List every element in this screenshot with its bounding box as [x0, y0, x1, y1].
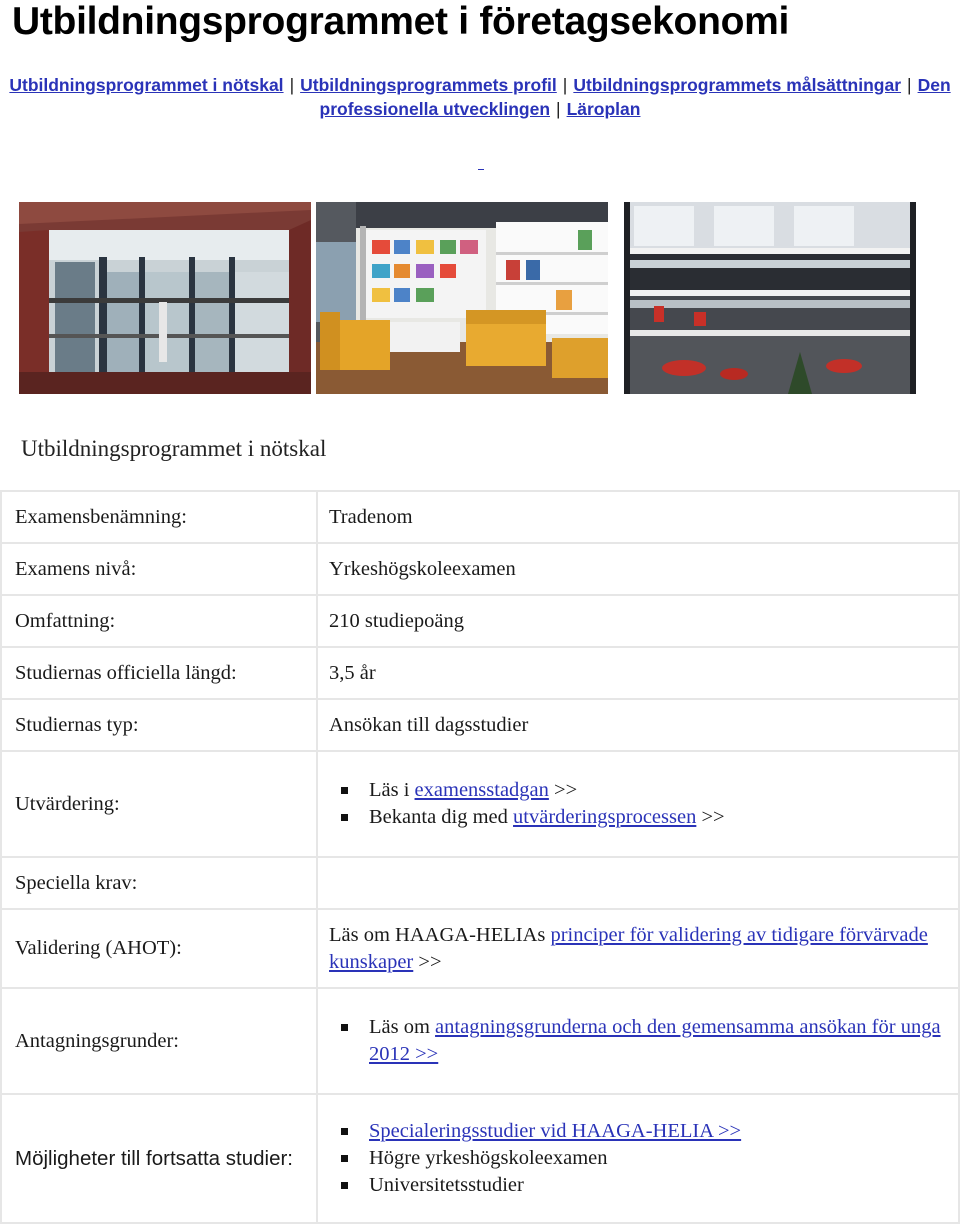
table-row [1, 857, 959, 909]
antagningsgrunder-link[interactable]: antagningsgrunderna och den gemensamma ansökan för unga 2012 >> [369, 1016, 941, 1065]
table-row [1, 543, 959, 595]
label-validering: Validering (AHOT): [1, 909, 317, 988]
value-examens-niva: Yrkeshögskoleexamen [317, 543, 959, 595]
table-row [1, 595, 959, 647]
label-mojligheter: Möjligheter till fortsatta studier: [1, 1094, 317, 1223]
nav-link-notskal[interactable]: Utbildningsprogrammet i nötskal [9, 75, 284, 95]
list-item [329, 1118, 952, 1145]
label-examensbenamning: Examensbenämning: [1, 491, 317, 543]
nav-link-laroplan[interactable]: Läroplan [566, 99, 641, 119]
program-nav [0, 73, 960, 121]
list-item: Högre yrkeshögskoleexamen [329, 1145, 952, 1172]
label-examens-niva: Examens nivå: [1, 543, 317, 595]
library-lounge-photo [316, 202, 608, 394]
nav-link-professionella[interactable]: Den professionella utvecklingen [319, 75, 951, 119]
list-item [329, 777, 952, 804]
nav-separator: | [556, 99, 561, 119]
examensstadgan-link[interactable]: examensstadgan [414, 779, 549, 801]
value-examensbenamning: Tradenom [317, 491, 959, 543]
value-utvardering [317, 751, 959, 857]
atrium-hall-photo [624, 202, 916, 394]
value-omfattning: 210 studiepoäng [317, 595, 959, 647]
program-facts-table [0, 490, 960, 1224]
label-utvardering: Utvärdering: [1, 751, 317, 857]
list-item [329, 1014, 952, 1068]
modern-corridor-photo [19, 202, 311, 394]
value-antagning [317, 988, 959, 1094]
value-validering [317, 909, 959, 988]
table-row [1, 988, 959, 1094]
value-mojligheter [317, 1094, 959, 1223]
list-item: Universitetsstudier [329, 1172, 952, 1199]
label-typ: Studiernas typ: [1, 699, 317, 751]
label-langd: Studiernas officiella längd: [1, 647, 317, 699]
validering-suffix: >> [413, 950, 442, 973]
value-speciella-krav [317, 857, 959, 909]
utvardering-list [329, 777, 952, 831]
small-link-mark[interactable] [478, 156, 484, 170]
utvarderingsprocessen-link[interactable]: utvärderingsprocessen [513, 806, 697, 828]
nav-separator: | [907, 75, 912, 95]
table-row [1, 647, 959, 699]
table-row [1, 699, 959, 751]
section-heading: Utbildningsprogrammet i nötskal [21, 436, 327, 461]
mojligheter-list [329, 1118, 952, 1199]
label-omfattning: Omfattning: [1, 595, 317, 647]
nav-separator: | [562, 75, 568, 95]
table-row [1, 1094, 959, 1223]
list-item-text: Bekanta dig med [369, 806, 514, 828]
validering-text: Läs om HAAGA-HELIAs [329, 923, 551, 946]
table-row [1, 491, 959, 543]
nav-link-profil[interactable]: Utbildningsprogrammets profil [300, 75, 557, 95]
list-item [329, 804, 952, 831]
table-row [1, 909, 959, 988]
list-item-suffix: >> [696, 806, 725, 828]
label-speciella-krav: Speciella krav: [1, 857, 317, 909]
list-item-text: Läs i [369, 779, 415, 801]
antagning-list [329, 1014, 952, 1068]
nav-link-malsattningar[interactable]: Utbildningsprogrammets målsättningar [573, 75, 902, 95]
table-row [1, 751, 959, 857]
value-langd: 3,5 år [317, 647, 959, 699]
nav-separator: | [289, 75, 295, 95]
specialeringsstudier-link[interactable]: Specialeringsstudier vid HAAGA-HELIA >> [369, 1120, 742, 1142]
page-title: Utbildningsprogrammet i företagsekonomi [12, 0, 790, 43]
list-item-text: Läs om [369, 1016, 436, 1038]
value-typ: Ansökan till dagsstudier [317, 699, 959, 751]
list-item-suffix: >> [548, 779, 578, 801]
label-antagning: Antagningsgrunder: [1, 988, 317, 1094]
validering-principles-link[interactable]: principer för validering av tidigare förvärvade kunskaper [329, 923, 928, 973]
